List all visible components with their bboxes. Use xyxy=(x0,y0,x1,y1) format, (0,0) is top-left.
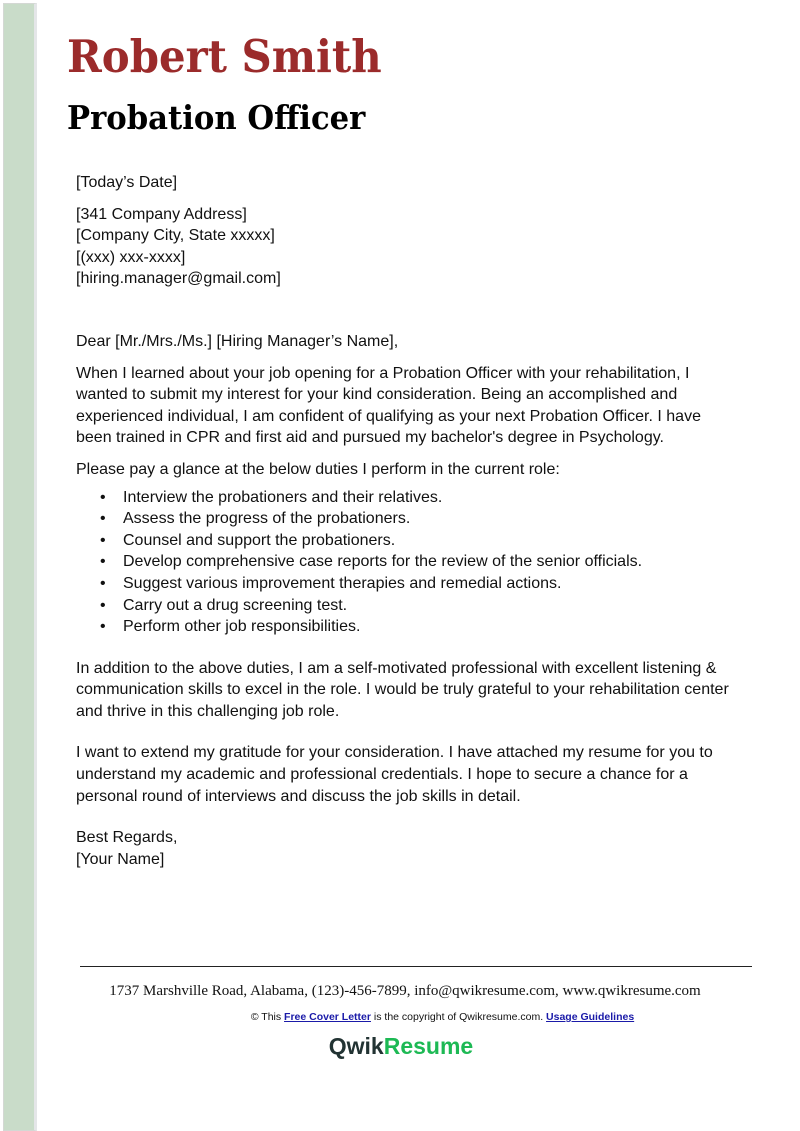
copyright-notice xyxy=(0,1011,800,1023)
text-line: I want to extend my gratitude for your consideration. I have attached my resume for you to xyxy=(76,744,713,762)
paragraph-skills xyxy=(76,658,766,723)
text-line: wanted to submit my interest for your kind consideration. Being an accomplished and xyxy=(76,386,678,404)
footer-contact: 1737 Marshville Road, Alabama, (123)-456-7899, info@qwikresume.com, www.qwikresume.com xyxy=(109,983,701,999)
applicant-name: Robert Smith xyxy=(67,30,382,83)
text-line: experienced individual, I am confident of qualifying as your next Probation Officer. I have xyxy=(76,407,701,425)
text-line: When I learned about your job opening for a Probation Officer with your rehabilitation, I xyxy=(76,364,690,382)
date: [Today’s Date] xyxy=(76,174,178,191)
salutation: Dear [Mr./Mrs./Ms.] [Hiring Manager’s Name], xyxy=(76,332,399,350)
list-item: • Interview the probationers and their relatives. xyxy=(76,487,766,509)
text-line: and thrive in this challenging job role. xyxy=(76,702,340,720)
list-item: • Develop comprehensive case reports for the review of the senior officials. xyxy=(76,551,766,573)
footer-divider xyxy=(80,966,752,967)
qwikresume-logo xyxy=(0,1033,800,1060)
paragraph-duties-intro: Please pay a glance at the below duties I perform in the current role: xyxy=(76,460,560,478)
list-item: • Assess the progress of the probationers. xyxy=(76,508,766,530)
text-line: personal round of interviews and discuss the job skills in detail. xyxy=(76,787,521,805)
free-cover-letter-link[interactable]: Free Cover Letter xyxy=(284,1011,371,1023)
logo-text: Qwik xyxy=(328,1033,384,1059)
sidebar-accent xyxy=(3,3,37,1131)
address-line: [341 Company Address] xyxy=(76,205,247,223)
recipient-address xyxy=(76,204,766,290)
copyright-text: is the copyright of Qwikresume.com. xyxy=(370,1011,547,1023)
paragraph-intro xyxy=(76,363,766,449)
address-line: [(xxx) xxx-xxxx] xyxy=(76,248,186,266)
job-title: Probation Officer xyxy=(67,98,366,137)
copyright-text: © This xyxy=(250,1011,285,1023)
duties-list xyxy=(76,487,766,638)
signature: [Your Name] xyxy=(76,850,165,868)
list-item: • Counsel and support the probationers. xyxy=(76,530,766,552)
address-line: [Company City, State xxxxx] xyxy=(76,227,275,245)
text-line: In addition to the above duties, I am a self-motivated professional with excellent listening & xyxy=(76,659,717,677)
letter-body xyxy=(76,172,766,870)
usage-guidelines-link[interactable]: Usage Guidelines xyxy=(546,1011,635,1023)
paragraph-closing xyxy=(76,742,766,807)
closing: Best Regards, xyxy=(76,829,178,847)
list-item: • Perform other job responsibilities. xyxy=(76,616,766,638)
text-line: been trained in CPR and first aid and pursued my bachelor's degree in Psychology. xyxy=(76,429,664,447)
address-line: [hiring.manager@gmail.com] xyxy=(76,270,281,288)
text-line: communication skills to excel in the role. I would be truly grateful to your rehabilitation center xyxy=(76,681,729,699)
list-item: • Suggest various improvement therapies and remedial actions. xyxy=(76,573,766,595)
list-item: • Carry out a drug screening test. xyxy=(76,595,766,617)
text-line: understand my academic and professional credentials. I hope to secure a chance for a xyxy=(76,766,688,784)
logo-text: Resume xyxy=(383,1033,474,1059)
